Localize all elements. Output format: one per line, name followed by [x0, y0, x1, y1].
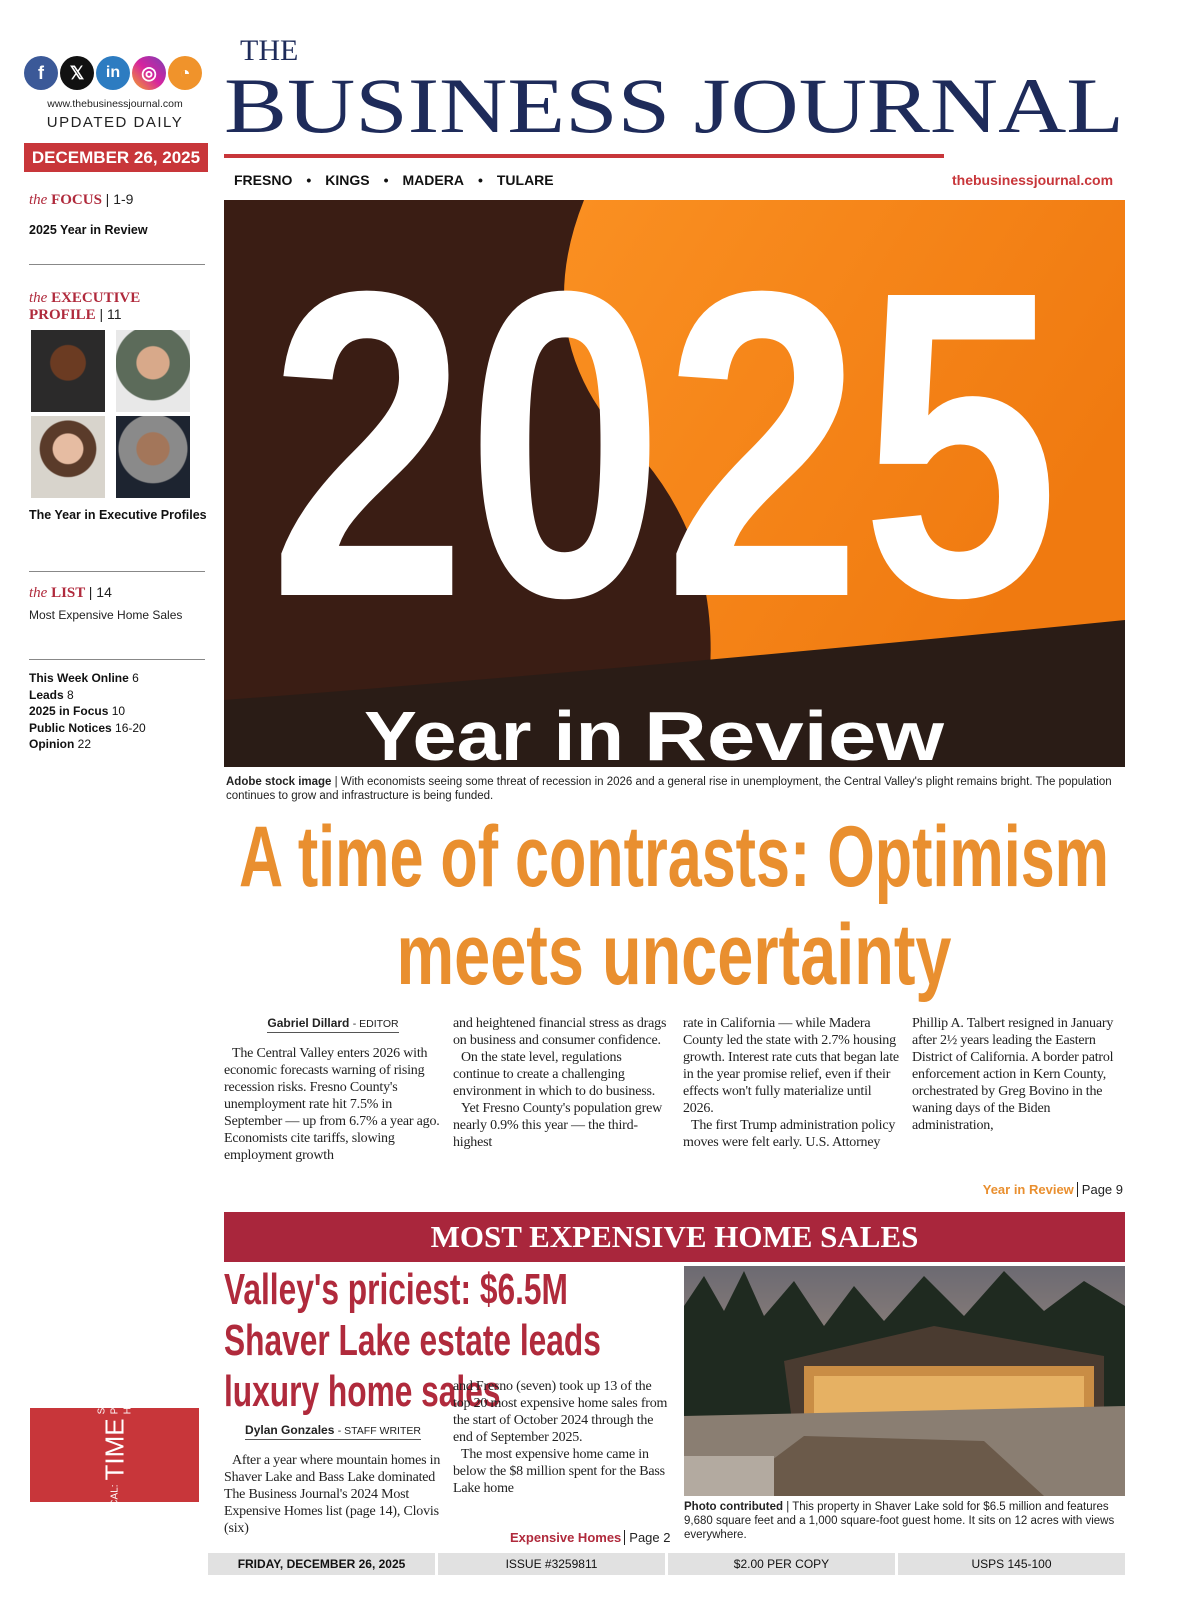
lead-column-3: rate in California — while Madera County led the state with 2.7% housing growth. Interest rate cuts that began late in the year promise relief, even if their effects won't fully materialize until 2026. The first Trump administration policy moves were felt early. U.S. Attorney — [683, 1016, 899, 1150]
list-the: the — [29, 585, 48, 601]
masthead-the: THE — [240, 34, 299, 67]
masthead-title[interactable]: BUSINESS JOURNAL — [224, 62, 1124, 149]
index-item[interactable]: This Week Online 6 — [29, 671, 139, 685]
list-desc: Most Expensive Home Sales — [29, 608, 183, 622]
lead-headline[interactable] — [224, 808, 1125, 1004]
rss-icon[interactable]: ◔ — [168, 56, 202, 90]
executive-section[interactable]: the EXECUTIVE PROFILE | 11 — [29, 290, 141, 323]
periodical-time: TIME — [99, 1418, 129, 1481]
regions-bar — [234, 172, 554, 188]
focus-section[interactable]: the FOCUS | 1-9 2025 Year in Review — [29, 191, 148, 237]
facebook-icon[interactable]: f — [24, 56, 58, 90]
hero-caption: Adobe stock image | With economists seeing some threat of recession in 2026 and a general rise in unemployment, the Central Valley's plight remains bright. The population continues to grow and infrastructure is being funded. — [226, 776, 1112, 802]
hero-subtitle-2: Review — [644, 697, 945, 775]
focus-pages: 1-9 — [113, 191, 134, 207]
homes-column-2: and Fresno (seven) took up 13 of the top 20 most expensive home sales from the start of October 2024 through the end of September 2025. The most expensive home came in below the $8 million spent for the Bass Lake home — [453, 1379, 668, 1496]
lead-column-1: Gabriel Dillard - EDITOR The Central Valley enters 2026 with economic forecasts warning of rising recession risks. Fresno County's unemployment rate hit 7.5% in September — up from 6.7% a year ago. Economists cite tariffs, slowing employment growth — [224, 1016, 440, 1163]
separator: • — [477, 172, 483, 188]
footer-issue: ISSUE #3259811 — [435, 1553, 665, 1575]
masthead-title-wrap[interactable] — [222, 62, 1127, 152]
hero-subtitle-1: Year in — [364, 697, 624, 775]
instagram-icon[interactable]: ◎ — [132, 56, 166, 90]
index-item[interactable]: Leads 8 — [29, 687, 74, 702]
executive-photos — [31, 330, 191, 502]
region: TULARE — [496, 172, 554, 188]
footer-price: $2.00 PER COPY — [665, 1553, 895, 1575]
x-icon[interactable]: 𝕏 — [60, 56, 94, 90]
periodical-label: PERIODICAL: — [109, 1484, 120, 1548]
footer-bar — [208, 1553, 1125, 1575]
exec-photo-1 — [31, 330, 105, 412]
footer-date: FRIDAY, DECEMBER 26, 2025 — [237, 1557, 406, 1571]
divider — [29, 571, 205, 572]
lead-column-2: and heightened financial stress as drags on business and consumer confidence. On the state level, regulations continue to create a challenging environment in which to do business. Yet Fresno County's population grew nearly 0.9% this year — the third-highest — [453, 1016, 667, 1150]
exec-photo-4 — [116, 416, 190, 498]
masthead-rule — [224, 154, 944, 158]
homes-column-1: Dylan Gonzales - STAFF WRITER After a year where mountain homes in Shaver Lake and Bass Lake dominated The Business Journal's 2024 Most Expensive Homes list (page 14), Clovis (six) — [224, 1423, 441, 1536]
divider — [29, 264, 205, 265]
hero-image[interactable] — [224, 200, 1125, 775]
lead-headline-line: meets uncertainty — [396, 907, 952, 1003]
hero-year: 2025 — [269, 201, 1059, 688]
index-item[interactable]: Public Notices 16-20 — [29, 720, 146, 735]
page-index — [29, 670, 146, 753]
linkedin-icon[interactable]: in — [96, 56, 130, 90]
homes-headline-text[interactable]: Valley's priciest: $6.5M Shaver Lake estate leads luxury home sales — [224, 1264, 601, 1417]
website-url[interactable]: www.thebusinessjournal.com — [47, 98, 183, 110]
focus-title: FOCUS — [51, 192, 102, 208]
issue-date: DECEMBER 26, 2025 — [31, 147, 201, 167]
exec-title-2: PROFILE — [29, 307, 96, 323]
lead-author[interactable]: Gabriel Dillard — [267, 1016, 350, 1030]
homes-jump-link[interactable]: Expensive Homes Page 2 — [510, 1530, 671, 1545]
lead-author-role: - EDITOR — [352, 1018, 399, 1030]
lead-headline-line: A time of contrasts: Optimism — [239, 809, 1109, 905]
region: MADERA — [402, 172, 464, 188]
updated-daily: UPDATED DAILY — [46, 114, 184, 131]
lead-column-4: Phillip A. Talbert resigned in January after 2½ years leading the Eastern District of California. A border patrol enforcement action in Kern County, orchestrated by Greg Bovino in the waning days of the Biden administration, — [912, 1016, 1114, 1133]
issue-date-box — [24, 143, 208, 172]
periodical-line: HANDLING — [122, 1362, 133, 1415]
periodical-box — [30, 1362, 199, 1548]
exec-pages: 11 — [106, 306, 122, 322]
homes-author-role: - STAFF WRITER — [337, 1425, 421, 1437]
list-pages: 14 — [96, 584, 112, 600]
focus-the: the — [29, 192, 48, 208]
region: KINGS — [325, 172, 370, 188]
separator: • — [383, 172, 389, 188]
footer-usps: USPS 145-100 — [895, 1553, 1125, 1575]
lead-jump-link[interactable]: Year in Review Page 9 — [982, 1182, 1123, 1197]
exec-the: the — [29, 290, 48, 306]
focus-desc: 2025 Year in Review — [29, 223, 148, 237]
list-section[interactable]: the LIST | 14 Most Expensive Home Sales — [29, 584, 183, 622]
index-item[interactable]: 2025 in Focus 10 — [29, 704, 126, 718]
region: FRESNO — [234, 172, 293, 188]
exec-title-1: EXECUTIVE — [51, 290, 141, 306]
photo-caption: Photo contributed | This property in Shaver Lake sold for $6.5 million and features 9,680 square feet and a 1,000 square-foot guest home. It sits on 12 acres with views everywhere. — [684, 1501, 1115, 1541]
exec-desc: The Year in Executive Profiles — [29, 508, 207, 522]
home-photo[interactable] — [684, 1266, 1125, 1496]
exec-photo-2 — [116, 330, 190, 412]
periodical-line: SENSITIVE — [96, 1362, 107, 1415]
social-links — [24, 56, 202, 90]
separator: • — [306, 172, 312, 188]
periodical-line: PRIORITY — [109, 1367, 120, 1415]
list-title: LIST — [51, 585, 85, 601]
divider — [29, 659, 205, 660]
homes-author[interactable]: Dylan Gonzales — [245, 1423, 335, 1437]
section-banner: MOST EXPENSIVE HOME SALES — [224, 1212, 1125, 1262]
index-item[interactable]: Opinion 22 — [29, 737, 92, 751]
exec-photo-3 — [31, 416, 105, 498]
masthead-url[interactable]: thebusinessjournal.com — [952, 172, 1114, 188]
